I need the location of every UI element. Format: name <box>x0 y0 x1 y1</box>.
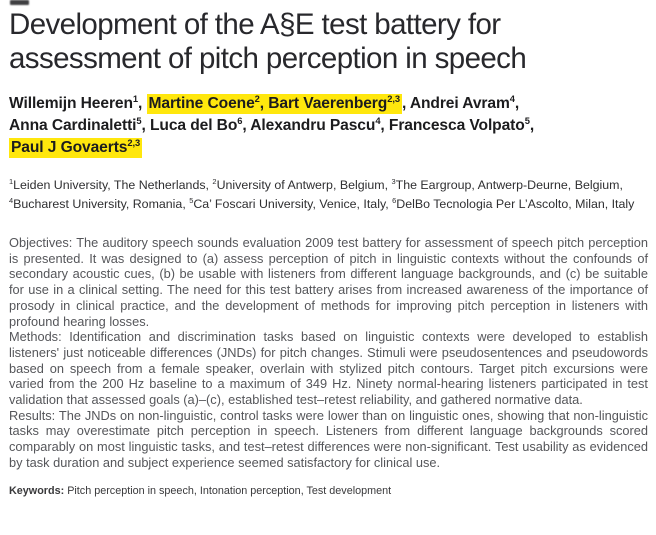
author-superscript: 2 <box>254 93 260 104</box>
affiliation-superscript: 2 <box>212 176 217 186</box>
author-separator: , <box>380 117 389 134</box>
author-separator: , <box>259 95 269 112</box>
abstract-methods <box>9 329 648 408</box>
affiliation-text: University of Antwerp, Belgium, <box>216 178 392 192</box>
section-label-objectives: Objectives: <box>9 235 73 250</box>
scan-artifact <box>10 0 29 5</box>
affiliation-superscript: 3 <box>391 176 396 186</box>
author-superscript: 6 <box>237 115 243 126</box>
section-label-methods: Methods: <box>9 329 62 345</box>
author-superscript: 5 <box>136 115 142 126</box>
author-name: Andrei Avram <box>409 95 510 112</box>
author-name: Luca del Bo <box>149 117 238 134</box>
keywords-text: Pitch perception in speech, Intonation perception, Test development <box>67 484 392 497</box>
author-separator: , <box>401 95 410 112</box>
affiliation-superscript: 6 <box>392 195 397 205</box>
author-separator: , <box>242 117 251 134</box>
author-name: Alexandru Pascu <box>250 117 376 134</box>
affiliation-superscript: 5 <box>189 195 194 205</box>
author-name: Martine Coene <box>148 95 255 112</box>
author-separator: , <box>529 117 535 134</box>
author-separator: , <box>138 95 147 112</box>
author-separator: , <box>514 95 520 112</box>
author-name: Willemijn Heeren <box>9 95 133 112</box>
keywords-label: Keywords: <box>9 484 65 497</box>
affiliation-text: DelBo Tecnologia Per L’Ascolto, Milan, Italy <box>396 197 635 211</box>
section-text-results: The JNDs on non-linguistic, control tasks were lower than on linguistic ones, showing that non-linguistic tasks may overestimate pitch perception in speech. Listeners from different language backgrounds scored comparably on most linguistic tasks, and test–retest differences were non-significant. Test usability as evidenced by task duration and subject experience seemed satisfactory for clinical use. <box>9 407 649 470</box>
author-list <box>9 93 648 159</box>
affiliation-text: Ca’ Foscari University, Venice, Italy, <box>193 197 393 211</box>
author-name: Bart Vaerenberg <box>268 95 388 112</box>
author-superscript: 1 <box>132 93 139 104</box>
section-label-results: Results: <box>9 407 56 423</box>
abstract <box>9 235 648 471</box>
affiliation-text: Bucharest University, Romania, <box>13 197 190 211</box>
author-superscript: 2,3 <box>127 137 141 148</box>
section-text-objectives: The auditory speech sounds evaluation 2009 test battery for assessment of speech pitch perception is presented. It was designed to (a) assess perception of pitch in linguistic contexts without the confounds of secondary acoustic cues, (b) be usable with listeners from different language backgrounds, and (c) be suitable for use in a clinical setting. The need for this test battery arises from increased awareness of the importance of prosody in clinical practice, and the development of methods for improving pitch perception in listeners with profound hearing losses. <box>9 235 649 329</box>
author-superscript: 4 <box>375 115 381 126</box>
author-superscript: 2,3 <box>387 93 400 104</box>
affiliation-superscript: 1 <box>9 176 14 186</box>
keywords-line <box>9 484 648 498</box>
affiliation-text: The Eargroup, Antwerp-Deurne, Belgium, <box>395 178 623 192</box>
abstract-results <box>9 408 648 471</box>
author-name: Paul J Govaerts <box>11 139 128 156</box>
author-highlight <box>147 94 402 114</box>
page-title: Development of the A§E test battery for assessment of pitch perception in speech <box>9 8 527 75</box>
section-text-methods: Identification and discrimination tasks based on linguistic contexts were developed to establish listeners' just noticeable differences (JNDs) for pitch changes. Stimuli were pseudosentences and pseudowords based on speech from a female speaker, overlain with stylized pitch contours. Target pitch excursions were varied from the 200 Hz baseline to a maximum of 349 Hz. Ninety normal-hearing listeners participated in test validation that assessed goals (a)–(c), established test–retest reliability, and gathered normative data. <box>9 329 648 408</box>
affiliation-list <box>9 176 648 214</box>
author-name: Francesca Volpato <box>388 117 525 134</box>
author-superscript: 4 <box>509 93 515 104</box>
affiliation-superscript: 4 <box>9 195 14 205</box>
author-name: Anna Cardinaletti <box>9 117 137 134</box>
author-superscript: 5 <box>524 115 530 126</box>
author-highlight <box>9 138 142 158</box>
affiliation-text: Leiden University, The Netherlands, <box>13 178 213 192</box>
abstract-objectives <box>9 235 648 329</box>
author-separator: , <box>141 117 150 134</box>
